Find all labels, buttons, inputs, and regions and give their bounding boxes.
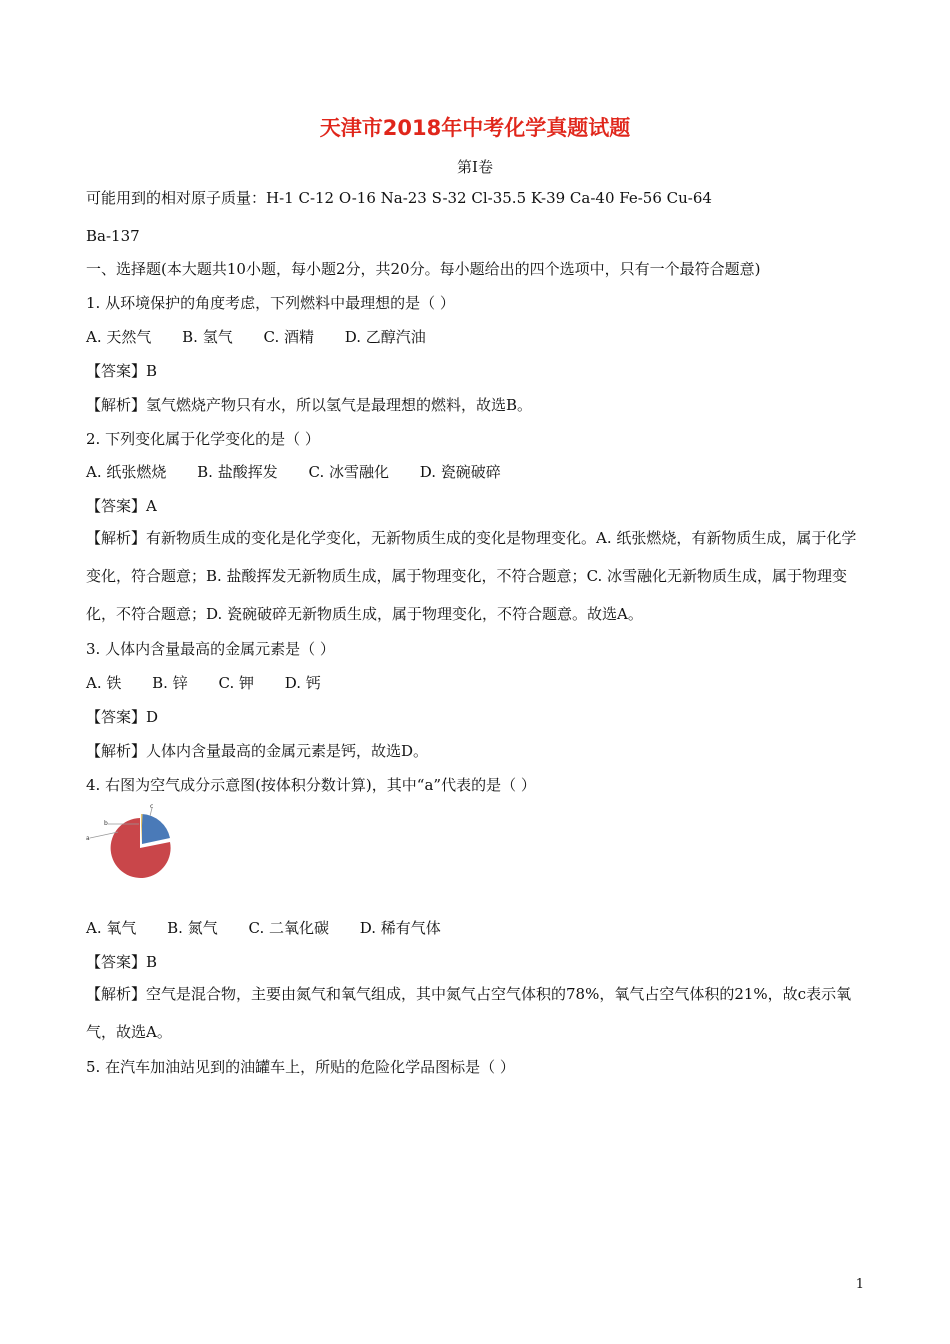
answer: 【答案】B — [86, 362, 158, 380]
option: B. 锌 — [152, 674, 188, 692]
option: C. 二氧化碳 — [248, 919, 329, 937]
option: C. 冰雪融化 — [308, 463, 389, 481]
option: B. 氮气 — [167, 919, 218, 937]
question-options — [86, 918, 467, 938]
option: C. 钾 — [218, 674, 254, 692]
pie-label-b: b — [104, 820, 108, 827]
analysis: 【解析】氢气燃烧产物只有水，所以氢气是最理想的燃料，故选B。 — [86, 396, 533, 414]
option: D. 钙 — [284, 674, 321, 692]
pie-label-a: a — [86, 835, 90, 842]
page-subtitle: 第Ⅰ卷 — [457, 158, 493, 176]
option: D. 瓷碗破碎 — [419, 463, 501, 481]
page-title: 天津市2018年中考化学真题试题 — [319, 116, 631, 140]
option: A. 天然气 — [86, 328, 152, 346]
air-composition-pie-chart — [84, 800, 184, 892]
question-options — [86, 327, 452, 347]
option: D. 稀有气体 — [359, 919, 441, 937]
atomic-masses-line: 可能用到的相对原子质量：H-1 C-12 O-16 Na-23 S-32 Cl-35.5 K-39 Ca-40 Fe-56 Cu-64 — [86, 189, 712, 207]
section-heading: 一、选择题(本大题共10小题，每小题2分，共20分。每小题给出的四个选项中，只有一个最符合题意) — [86, 260, 761, 278]
option: C. 酒精 — [263, 328, 314, 346]
atomic-masses-line: Ba-137 — [86, 227, 140, 245]
analysis: 【解析】有新物质生成的变化是化学变化，无新物质生成的变化是物理变化。A. 纸张燃烧，有新物质生成，属于化学变化，符合题意；B. 盐酸挥发无新物质生成，属于物理变化，不符合题意；C. 冰雪融化无新物质生成，属于物理变化，不符合题意；D. 瓷碗破碎无新物质生成，属于物理变化，不符合题意。故选A。 — [86, 529, 857, 623]
option: B. 盐酸挥发 — [197, 463, 278, 481]
option: A. 铁 — [86, 674, 122, 692]
page-number: 1 — [855, 1277, 864, 1292]
answer: 【答案】B — [86, 953, 158, 971]
question-options — [86, 673, 347, 693]
question-stem: 5. 在汽车加油站见到的油罐车上，所贴的危险化学品图标是（ ） — [86, 1058, 515, 1076]
analysis: 【解析】人体内含量最高的金属元素是钙，故选D。 — [86, 742, 429, 760]
option: A. 纸张燃烧 — [86, 463, 167, 481]
question-stem: 3. 人体内含量最高的金属元素是（ ） — [86, 640, 335, 658]
pie-label-c: c — [150, 803, 154, 810]
option: D. 乙醇汽油 — [344, 328, 426, 346]
pie-slice-c — [142, 814, 170, 844]
answer: 【答案】D — [86, 708, 159, 726]
question-stem: 4. 右图为空气成分示意图(按体积分数计算)，其中“a”代表的是（ ） — [86, 776, 536, 794]
option: B. 氢气 — [182, 328, 233, 346]
analysis: 【解析】空气是混合物，主要由氮气和氧气组成，其中氮气占空气体积的78%，氧气占空气体积的21%，故c表示氧气，故选A。 — [86, 985, 852, 1041]
answer: 【答案】A — [86, 497, 157, 515]
question-stem: 2. 下列变化属于化学变化的是（ ） — [86, 430, 320, 448]
question-stem: 1. 从环境保护的角度考虑，下列燃料中最理想的是（ ） — [86, 294, 455, 312]
question-options — [86, 462, 527, 482]
option: A. 氧气 — [86, 919, 137, 937]
